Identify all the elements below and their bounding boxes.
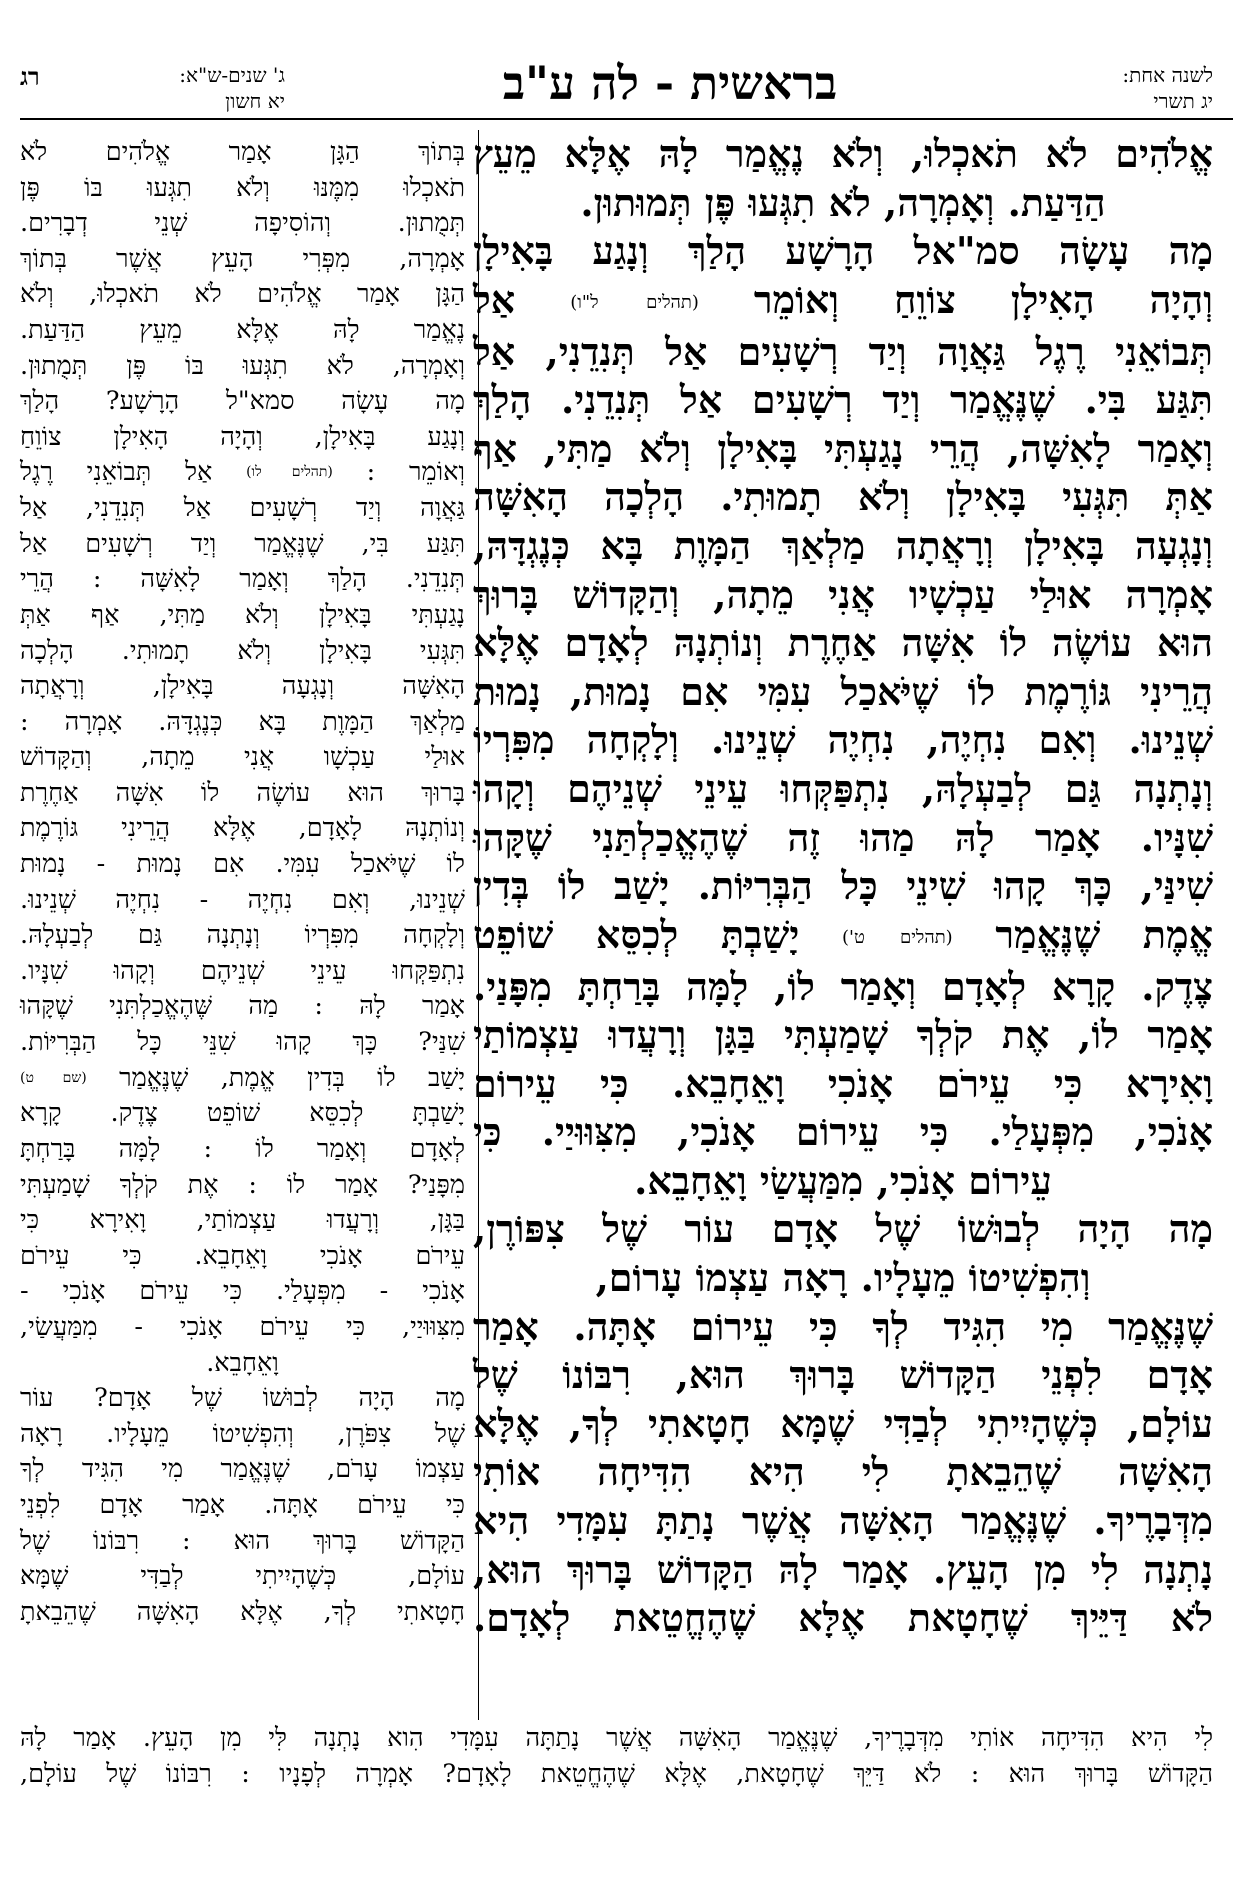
- main-line: עֵירוֹם אָנֹכִי, מִמַּעֲשַׂי וָאֵחָבֵא.: [634, 1157, 1052, 1203]
- commentary-line: בַּגָּן, וְרָעֲדוּ עַצְמוֹתַי, וָאִירָא כִּי: [20, 1205, 465, 1236]
- commentary-line: וָאֵחָבֵא.: [206, 1347, 279, 1378]
- main-line: אָנֹכִי, מִפְּעָלַי. כִּי עֵירוֹם אָנֹכִי, מִצִּוּוּיַי. כִּי: [473, 1109, 1213, 1155]
- verse-reference: (שם ט): [20, 1069, 87, 1086]
- main-line: וְנָגְעָה בָּאִילָן וְרָאֲתָה מַלְאַךְ הַמָּוֶת בָּא כְּנֶגְדָּהּ,: [473, 522, 1213, 568]
- commentary-text: יָשַׁב לוֹ בְּדִין אֱמֶת, שֶׁנֶּאֱמַר: [119, 1062, 466, 1093]
- page-number: רג: [20, 62, 40, 91]
- verse-reference: (תהלים ט'): [841, 926, 953, 948]
- commentary-line: נָגַעְתִּי בָּאִילָן וְלֹא מַתִּי, אַף אַתְּ: [20, 599, 465, 630]
- commentary-line: הַגָּן אָמַר אֱלֹהִים לֹא תֹאכְלוּ, וְלֹא: [20, 279, 465, 310]
- header-left-date: [95, 62, 285, 114]
- main-line: אָדָם לִפְנֵי הַקָּדוֹשׁ בָּרוּךְ הוּא, רִבּוֹנוֹ שֶׁל: [473, 1352, 1213, 1398]
- commentary-line: אָמַר לָהּ : מַה שֶּׁהֶאֱכַלְתִּנִי שֶׁקָּהוּ: [20, 991, 465, 1022]
- commentary-line: שִׁנַּי? כָּךְ קָהוּ שִׁנֵּי כָּל הַבְּרִיּוֹת.: [20, 1027, 465, 1058]
- commentary-text: אַל תְּבוֹאֵנִי רֶגֶל: [20, 457, 213, 488]
- commentary-line: שְׁנֵינוּ, וְאִם נִחְיֶה - נִחְיֶה שְׁנֵינוּ.: [20, 884, 465, 915]
- commentary-line: מָה עָשָׂה סמא"ל הָרָשָׁע? הָלַךְ: [20, 386, 465, 417]
- main-line: וְהִפְשִׁיטוֹ מֵעָלָיו. רָאָה עַצְמוֹ עָרוֹם,: [595, 1255, 1091, 1301]
- column-divider: [478, 130, 479, 1720]
- commentary-continuation: [20, 1720, 1213, 1792]
- main-line: הוּא עוֹשֶׂה לוֹ אִשָּׁה אַחֶרֶת וְנוֹתְנָהּ לְאָדָם אֶלָּא: [473, 620, 1213, 666]
- main-text: יָשַׁבְתָּ לְכִסֵּא שׁוֹפֵט: [473, 911, 800, 957]
- main-text: אֱמֶת שֶׁנֶּאֱמַר: [995, 911, 1214, 957]
- commentary-line: תִּגַּע בִּי, שֶׁנֶּאֱמַר וְיַד רְשָׁעִים אַל: [20, 528, 465, 559]
- main-text: וְהָיָה הָאִילָן צוֹוֵחַ וְאוֹמֵר: [753, 276, 1214, 322]
- commentary-line: לְאָדָם וְאָמַר לוֹ : לָמָּה בָּרַחְתָּ: [20, 1134, 465, 1165]
- commentary-column: [20, 135, 465, 1715]
- main-line: עוֹלָם, כְּשֶׁהָיִיתִי לְבַדִּי שֶׁמָּא חָטָאתִי לְךָ, אֶלָּא: [473, 1400, 1213, 1446]
- main-line: הַדַּעַת. וְאָמְרָה, לֹא תִגְּעוּ פֶּן תְּמוּתוּן.: [580, 179, 1106, 225]
- continuation-line: הַקָּדוֹשׁ בָּרוּךְ הוּא : לֹא דַּיֵּךְ שֶׁחָטָאת, אֶלָּא שֶׁהֶחֱטֵאת לָאָדָם? אָמְרָה לְפָנָיו : רִבּוֹנוֹ שֶׁל עוֹלָם,: [20, 1759, 1213, 1789]
- main-line: הָאִשָּׁה שֶׁהֵבֵאתָ לִי הִיא הִדִּיחָה אוֹתִי: [473, 1449, 1213, 1495]
- commentary-line-with-ref: [20, 455, 465, 491]
- main-line: נָתְנָה לִי מִן הָעֵץ. אָמַר לָהּ הַקָּדוֹשׁ בָּרוּךְ הוּא,: [473, 1546, 1213, 1592]
- main-line: שִׁינַּי, כָּךְ קָהוּ שִׁינֵי כָּל הַבְּרִיּוֹת. יָשַׁב לוֹ בְּדִין: [473, 863, 1213, 909]
- main-line: תִּגַּע בִּי. שֶׁנֶּאֱמַר וְיַד רְשָׁעִים אַל תְּנִדֵנִי. הָלַךְ: [473, 377, 1213, 423]
- header-divider: [20, 118, 1233, 120]
- commentary-line: הַקָּדוֹשׁ בָּרוּךְ הוּא : רִבּוֹנוֹ שֶׁל: [20, 1525, 465, 1556]
- commentary-line: תְּנִדֵנִי. הָלַךְ וְאָמַר לָאִשָּׁה : הֲרֵי: [20, 564, 465, 595]
- header-three-year-date: יא חשון: [225, 89, 285, 113]
- commentary-line: עוֹלָם, כְּשֶׁהָיִיתִי לְבַדִּי שֶׁמָּא: [20, 1561, 465, 1592]
- commentary-line: וְאָמְרָה, לֹא תִגְּעוּ בּוֹ פֶּן תְּמֻתוּן.: [20, 350, 465, 381]
- commentary-line-with-ref: [20, 1061, 465, 1097]
- header-one-year-date: יג תשרי: [1153, 89, 1213, 113]
- commentary-line: גַּאֲוָה וְיַד רְשָׁעִים אַל תְּנִדֵנִי, אַל: [20, 493, 465, 524]
- main-line: לֹא דַּיֵּיךְ שֶׁחָטָאת אֶלָּא שֶׁהֶחֱטֵאת לְאָדָם.: [473, 1595, 1213, 1641]
- main-line: צֶדֶק. קָרָא לְאָדָם וְאָמַר לוֹ, לָמָּה בָּרַחְתָּ מִפָּנַי.: [473, 963, 1213, 1009]
- main-line: מָה עָשָׂה סמ"אל הָרָשָׁע הָלַךְ וְנָגַע בָּאִילָן: [473, 228, 1213, 274]
- main-line: אָמְרָה אוּלַי עַכְשָׁיו אֲנִי מֵתָה, וְהַקָּדוֹשׁ בָּרוּךְ: [473, 571, 1213, 617]
- commentary-line: תְּמֻתוּן. וְהוֹסִיפָה שְׁנֵי דְבָרִים.: [20, 208, 465, 239]
- header-three-year-label: ג' שנים-ש"א:: [179, 63, 285, 87]
- commentary-line: נִתְפַּקְּחוּ עֵינֵי שְׁנֵיהֶם וְקָהוּ שִׁנָּיו.: [20, 955, 465, 986]
- commentary-line: תֹאכְלוּ מִמֶּנּוּ וְלֹא תִגְּעוּ בּוֹ פֶּן: [20, 172, 465, 203]
- main-line: תְּבוֹאֵנִי רֶגֶל גַּאֲוָה וְיַד רְשָׁעִים אַל תְּנִדֵנִי, אַל: [473, 328, 1213, 374]
- commentary-line: עַצְמוֹ עָרֹם, שֶׁנֶּאֱמַר מִי הִגִּיד לְךָ: [20, 1454, 465, 1485]
- commentary-line: נֶאֱמַר לָהּ אֶלָּא מֵעֵץ הַדַּעַת.: [20, 314, 465, 345]
- main-line-with-ref: [473, 911, 1213, 963]
- commentary-line: אָנֹכִי - מִפְּעָלַי. כִּי עֵירֹם אָנֹכִי -: [20, 1276, 465, 1307]
- commentary-line: חָטָאתִי לְךָ, אֶלָּא הָאִשָּׁה שֶׁהֵבֵאתָ: [20, 1596, 465, 1627]
- main-line: אַתְּ תִּגְּעִי בָּאִילָן וְלֹא תָמוּתִי. הָלְכָה הָאִשָּׁה: [473, 474, 1213, 520]
- main-text: אַל: [473, 276, 516, 322]
- commentary-line: שֶׁל צִפֹּרֶן, וְהִפְשִׁיטוֹ מֵעָלָיו. רָאָה: [20, 1418, 465, 1449]
- commentary-line: בְּתוֹךְ הַגָּן אָמַר אֱלֹהִים לֹא: [20, 137, 465, 167]
- main-line: שִׁנָּיו. אָמַר לָהּ מַהוּ זֶה שֶׁהֶאֱכַלְתַּנִי שֶׁקָּהוּ: [473, 814, 1213, 860]
- main-line: מִדְּבָרֶיךָ. שֶׁנֶּאֱמַר הָאִשָּׁה אֲשֶׁר נָתַתָּ עִמָּדִי הִיא: [473, 1498, 1213, 1544]
- commentary-line: כִּי עֵירֹם אָתָּה. אָמַר אָדָם לִפְנֵי: [20, 1489, 465, 1520]
- commentary-line: וְנוֹתְנָהּ לָאָדָם, אֶלָּא הֲרֵינִי גּוֹרֶמֶת: [20, 813, 465, 844]
- commentary-line: בָּרוּךְ הוּא עוֹשֶׂה לוֹ אִשָּׁה אַחֶרֶת: [20, 777, 465, 808]
- main-line: וְנָתְנָה גַּם לְבַעְלָהּ, נִתְפַּקְּחוּ עֵינֵי שְׁנֵיהֶם וְקָהוּ: [473, 765, 1213, 811]
- page-title: בראשית - לה ע"ב: [502, 56, 838, 110]
- commentary-line: וְנָגַע בָּאִילָן, וְהָיָה הָאִילָן צוֹוֵחַ: [20, 421, 465, 452]
- main-text-column: [473, 130, 1213, 1720]
- commentary-line: מָה הָיָה לְבוּשׁוֹ שֶׁל אָדָם? עוֹר: [20, 1383, 465, 1414]
- commentary-line: מַלְאַךְ הַמָּוֶת בָּא כְּנֶגְדָּהּ. אָמְרָה :: [20, 706, 465, 737]
- commentary-line: לוֹ שֶׁיֹּאכַל עִמִּי. אִם נָמוּת - נָמוּת: [20, 849, 465, 880]
- main-line: מָה הָיָה לְבוּשׁוֹ שֶׁל אָדָם עוֹר שֶׁל צִפּוֹרֶן,: [473, 1206, 1213, 1252]
- commentary-line: מִפָּנַי? אָמַר לוֹ : אֶת קֹלְךָ שָׁמַעְתִּי: [20, 1169, 465, 1200]
- main-line: אָמַר לוֹ, אֶת קֹלְךָ שָׁמַעְתִּי בַּגָּן וְרָעֲדוּ עַצְמוֹתַי: [473, 1012, 1213, 1058]
- main-line-with-ref: [473, 276, 1213, 328]
- main-line: וְאָמַר לָאִשָּׁה, הֲרֵי נָגַעְתִּי בָּאִילָן וְלֹא מַתִּי, אַף: [473, 425, 1213, 471]
- main-line: שֶׁנֶּאֱמַר מִי הִגִּיד לְךָ כִּי עֵירוֹם אָתָּה. אָמַר: [473, 1303, 1213, 1349]
- main-line: וָאִירָא כִּי עֵירֹם אָנֹכִי וָאֵחָבֵא. כִּי עֵירוֹם: [473, 1060, 1213, 1106]
- commentary-line: אָמְרָה, מִפְּרִי הָעֵץ אֲשֶׁר בְּתוֹךְ: [20, 243, 465, 274]
- commentary-line: אוּלַי עַכְשָׁו אֲנִי מֵתָה, וְהַקָּדוֹשׁ: [20, 742, 465, 773]
- main-line: הֲרֵינִי גּוֹרֶמֶת לוֹ שֶׁיֹּאכַל עִמִּי אִם נָמוּת, נָמוּת: [473, 668, 1213, 714]
- commentary-line: מִצִּוּוּיַי, כִּי עֵירֹם אָנֹכִי - מִמַּעֲשַׂי,: [20, 1312, 465, 1342]
- commentary-line: יָשַׁבְתָּ לְכִסֵּא שׁוֹפֵט צֶדֶק. קָרָא: [20, 1098, 465, 1129]
- commentary-text: וְאוֹמֵר :: [366, 457, 465, 488]
- commentary-line: וְלָקְחָה מִפִּרְיוֹ וְנָתְנָה גַּם לְבַעְלָהּ.: [20, 920, 465, 951]
- verse-reference: (תהלים ל"ו): [570, 291, 699, 313]
- verse-reference: (תהלים לו): [246, 464, 333, 481]
- commentary-line: תִּגְּעִי בָּאִילָן וְלֹא תָמוּתִי. הָלְכָה: [20, 635, 465, 666]
- commentary-line: הָאִשָּׁה וְנָגְעָה בָּאִילָן, וְרָאֲתָה: [20, 671, 465, 702]
- main-line: שְׁנֵינוּ. וְאִם נִחְיֶה, נִחְיֶה שְׁנֵינוּ. וְלָקְחָה מִפִּרְיוֹ: [473, 717, 1213, 763]
- header-one-year-label: לשנה אחת:: [1122, 63, 1213, 87]
- header-right-date: [1013, 62, 1213, 114]
- continuation-line: לִי הִיא הִדִּיחָה אוֹתִי מִדְּבָרֶיךָ, שֶׁנֶּאֱמַר הָאִשָּׁה אֲשֶׁר נָתַתָּה עִמָּדִי הִוא נָתְנָה לִּי מִן הָעֵץ. אָמַר לָהּ: [20, 1723, 1213, 1753]
- commentary-line: עֵירֹם אָנֹכִי וָאֵחָבֵא. כִּי עֵירֹם: [20, 1240, 465, 1271]
- main-line: אֱלֹהִים לֹא תֹאכְלוּ, וְלֹא נֶאֱמַר לָהּ אֶלָּא מֵעֵץ: [473, 131, 1213, 176]
